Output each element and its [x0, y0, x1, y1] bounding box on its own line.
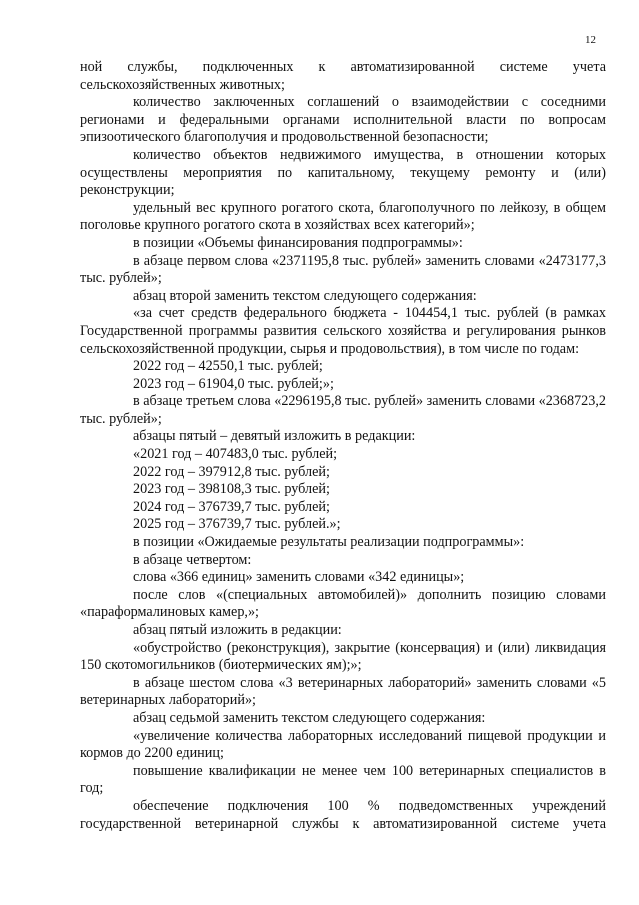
paragraph: в абзаце третьем слова «2296195,8 тыс. рублей» заменить словами «2368723,2 тыс. рублей»; [80, 393, 606, 427]
paragraph: 2023 год – 61904,0 тыс. рублей;»; [133, 375, 334, 392]
paragraph: «обустройство (реконструкция), закрытие (консервация) и (или) ликвидация 150 скотомогильников (биотермических ям);»; [80, 639, 606, 674]
paragraph: 2024 год – 376739,7 тыс. рублей; [133, 498, 330, 515]
paragraph: слова «366 единиц» заменить словами «342 единицы»; [133, 569, 465, 586]
paragraph: повышение квалификации не менее чем 100 ветеринарных специалистов в год; [80, 762, 606, 797]
paragraph: ной службы, подключенных к автоматизированной системе учета сельскохозяйственных животных; [80, 59, 606, 93]
paragraph: удельный вес крупного рогатого скота, благополучного по лейкозу, в общем поголовье крупного рогатого скота в хозяйствах всех категорий»; [80, 199, 606, 234]
paragraph: в абзаце шестом слова «3 ветеринарных лабораторий» заменить словами «5 ветеринарных лабораторий»; [80, 674, 606, 709]
paragraph: «за счет средств федерального бюджета - 104454,1 тыс. рублей (в рамках Государственной программы развития сельского хозяйства и регулирования рынков сельскохозяйственной продукции, сырья и продовольствия), в том числе по годам: [80, 305, 606, 357]
paragraph: абзац пятый изложить в редакции: [133, 622, 342, 638]
paragraph: 2022 год – 397912,8 тыс. рублей; [133, 463, 330, 480]
paragraph: абзацы пятый – девятый изложить в редакции: [133, 428, 416, 445]
paragraph: после слов «(специальных автомобилей)» дополнить позицию словами «параформалиновых камер,»; [80, 586, 606, 621]
paragraph: 2022 год – 42550,1 тыс. рублей; [133, 358, 323, 375]
paragraph: 2025 год – 376739,7 тыс. рублей.»; [133, 516, 341, 533]
paragraph: «увеличение количества лабораторных исследований пищевой продукции и кормов до 2200 единиц; [80, 727, 606, 762]
paragraph: количество заключенных соглашений о взаимодействии с соседними регионами и федеральными органами исполнительной власти по вопросам эпизоотического благополучия и продовольственной безопасности; [80, 94, 606, 146]
paragraph: в абзаце четвертом: [133, 551, 252, 568]
page-number: 12 [585, 34, 596, 46]
paragraph: в позиции «Ожидаемые результаты реализации подпрограммы»: [133, 534, 525, 551]
paragraph: «2021 год – 407483,0 тыс. рублей; [133, 446, 338, 463]
paragraph: обеспечение подключения 100 % подведомственных учреждений государственной ветеринарной службы к автоматизированной системе учета [80, 797, 606, 832]
paragraph: 2023 год – 398108,3 тыс. рублей; [133, 481, 330, 498]
paragraph: в абзаце первом слова «2371195,8 тыс. рублей» заменить словами «2473177,3 тыс. рублей»; [80, 252, 606, 287]
paragraph: в позиции «Объемы финансирования подпрограммы»: [133, 234, 463, 251]
paragraph: количество объектов недвижимого имущества, в отношении которых осуществлены мероприятия по капитальному, текущему ремонту и (или) реконструкции; [80, 146, 606, 199]
paragraph: абзац седьмой заменить текстом следующего содержания: [133, 709, 486, 726]
paragraph: абзац второй заменить текстом следующего содержания: [133, 287, 477, 304]
document-body [80, 59, 606, 833]
